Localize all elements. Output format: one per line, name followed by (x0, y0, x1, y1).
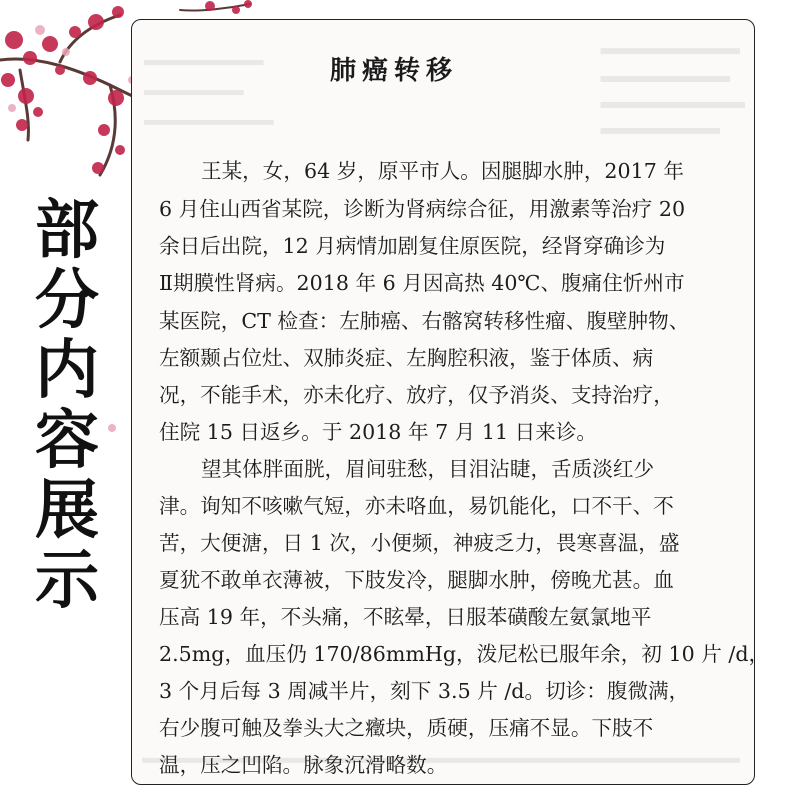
side-title-char: 分 (35, 264, 99, 338)
document-title: 肺癌转移 (330, 56, 459, 86)
text-line: 右少腹可触及拳头大之癥块，质硬，压痛不显。下肢不 (159, 716, 654, 740)
text-line: 住院 15 日返乡。于 2018 年 7 月 11 日来诊。 (159, 420, 598, 444)
text-line: 况，不能手术，亦未化疗、放疗，仅予消炎、支持治疗， (159, 383, 674, 407)
text-line: 某医院，CT 检查：左肺癌、右髂窝转移性瘤、腹壁肿物、 (159, 309, 690, 333)
side-title-char: 内 (35, 334, 99, 408)
text-line: 压高 19 年，不头痛，不眩晕，日服苯磺酸左氨氯地平 (159, 605, 652, 629)
text-line: 夏犹不敢单衣薄被，下肢发冷，腿脚水肿，傍晚尤甚。血 (159, 568, 674, 592)
text-line: 王某，女，64 岁，原平市人。因腿脚水肿，2017 年 (201, 159, 684, 183)
text-line: 望其体胖面胱，眉间驻愁，目泪沾睫，舌质淡红少 (201, 457, 655, 481)
text-line: 3 个月后每 3 周减半片，刻下 3.5 片 /d。切诊：腹微满， (159, 679, 690, 703)
text-line: 余日后出院，12 月病情加剧复住原医院，经肾穿确诊为 (159, 234, 666, 258)
side-title-char: 展 (35, 474, 99, 548)
text-line: 2.5mg，血压仍 170/86mmHg，泼尼松已服年余，初 10 片 /d， (159, 642, 770, 666)
text-line: 温，压之凹陷。脉象沉滑略数。 (159, 753, 448, 777)
text-line: 左额颞占位灶、双肺炎症、左胸腔积液，鉴于体质、病 (159, 346, 654, 370)
text-line: 6 月住山西省某院，诊断为肾病综合征，用激素等治疗 20 (159, 197, 686, 221)
text-line: 苦，大便溏，日 1 次，小便频，神疲乏力，畏寒喜温，盛 (159, 531, 680, 555)
side-title-char: 示 (35, 544, 99, 618)
text-line: 津。询知不咳嗽气短，亦未咯血，易饥能化，口不干、不 (159, 494, 674, 518)
section-label-vertical (24, 196, 110, 616)
side-title-char: 部 (35, 194, 99, 268)
text-line: Ⅱ期膜性肾病。2018 年 6 月因高热 40℃、腹痛住忻州市 (159, 271, 685, 295)
side-title-char: 容 (35, 404, 99, 478)
